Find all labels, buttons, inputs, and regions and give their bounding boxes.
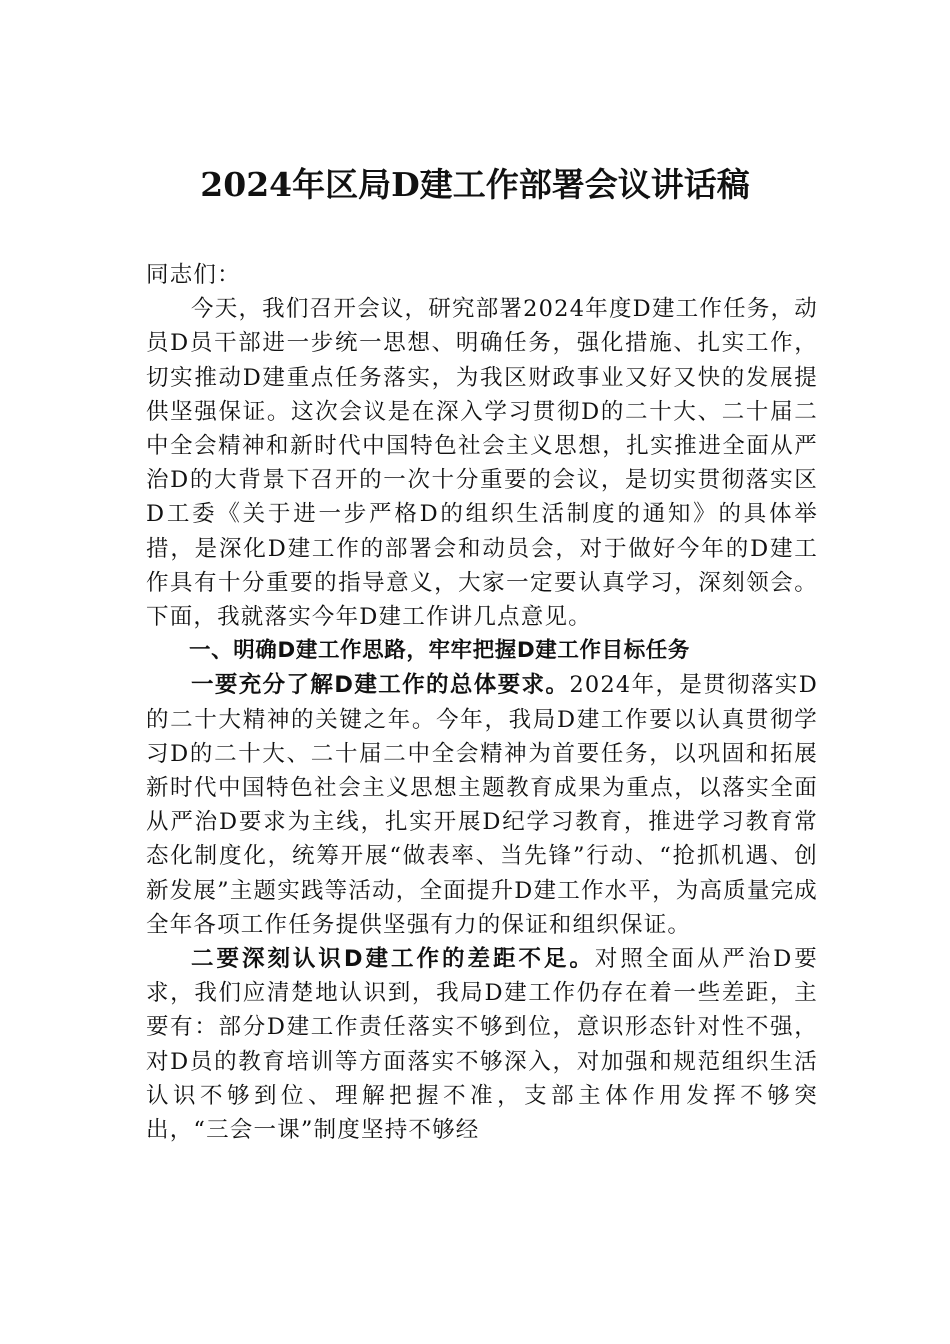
intro-paragraph: 今天，我们召开会议，研究部署2024年度D建工作任务，动员D员干部进一步统一思想、明确任务，强化措施、扎实工作，切实推动D建重点任务落实，为我区财政事业又好又快的发展提供坚强保证。这次会议是在深入学习贯彻D的二十大、二十届二中全会精神和新时代中国特色社会主义思想，扎实推进全面从严治D的大背景下召开的一次十分重要的会议，是切实贯彻落实区D工委《关于进一步严格D的组织生活制度的通知》的具体举措，是深化D建工作的部署会和动员会，对于做好今年的D建工作具有十分重要的指导意义，大家一定要认真学习，深刻领会。下面，我就落实今年D建工作讲几点意见。 (146, 296, 818, 631)
point-lead-2: 二要深刻认识D建工作的差距不足。 (191, 946, 595, 973)
salutation: 同志们： (146, 262, 241, 288)
point-lead-1: 一要充分了解D建工作的总体要求。 (191, 672, 570, 699)
point-paragraph-2 (146, 942, 818, 1147)
point-text-2: 对照全面从严治D要求，我们应清楚地认识到，我局D建工作仍存在着一些差距，主要有：部分D建工作责任落实不够到位，意识形态针对性不强，对D员的教育培训等方面落实不够深入，对加强和规范组织生活认识不够到位、理解把握不准，支部主体作用发挥不够突出，“三会一课”制度坚持不够经 (146, 946, 818, 1144)
section-heading-1: 一、明确D建工作思路，牢牢把握D建工作目标任务 (189, 638, 690, 664)
document-body (146, 258, 818, 1147)
document-title: 2024年区局D建工作部署会议讲话稿 (200, 165, 750, 204)
point-text-1: 2024年，是贯彻落实D的二十大精神的关键之年。今年，我局D建工作要以认真贯彻学习D的二十大、二十届二中全会精神为首要任务，以巩固和拓展新时代中国特色社会主义思想主题教育成果为重点，以落实全面从严治D要求为主线，扎实开展D纪学习教育，推进学习教育常态化制度化，统筹开展“做表率、当先锋”行动、“抢抓机遇、创新发展”主题实践等活动，全面提升D建工作水平，为高质量完成全年各项工作任务提供坚强有力的保证和组织保证。 (146, 672, 818, 938)
point-paragraph-1 (146, 668, 818, 942)
